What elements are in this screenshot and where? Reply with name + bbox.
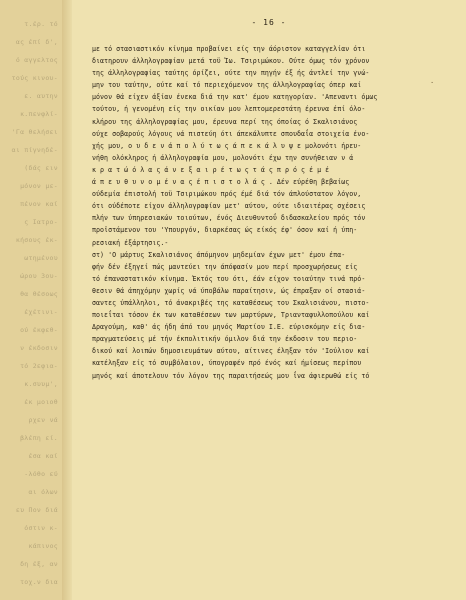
ink-mark: . <box>430 77 435 85</box>
text-line: δικού καί λοιπών δημοσιευμάτων αύτου, αίτινες έληξαν τόν 'Ιούλιον καί <box>92 347 370 356</box>
bleed-through-line: ε. αυτην <box>24 92 58 100</box>
bleed-through-line: ό αγγελτος <box>15 56 58 64</box>
text-line: της άλληλογραφίας ταύτης όρίζει, ούτε την πηγήν έξ ής άντλεί την γνώ- <box>92 69 370 78</box>
bleed-through-line: τοχ.ν δια <box>20 578 58 586</box>
bleed-through-line: (δάς ειν <box>24 164 58 172</box>
bleed-through-line: όστιν κ- <box>24 524 58 532</box>
document-page <box>72 0 466 600</box>
text-line: νήθη ολόκληρος ή άλληλογραφία μου, μολονότι έχω την συνήθειαν ν ά <box>92 153 354 162</box>
bleed-through-line: ς Ιατρο- <box>24 218 58 226</box>
text-line: στ) 'Ο μάρτυς Σκαλισιάνος άπόμηνον μηδεμίαν έχων μετ' έμου έπα- <box>92 250 346 259</box>
text-line: διατηρουν άλληλογραφίαν μετά τοϋ Ίω. Τσιριμώκου. Ούτε όμως τόν χρόνον <box>92 57 370 66</box>
text-line: ρεσιακή έξάρτησις.- <box>92 238 169 247</box>
bleed-through-line: 'Γα θελήσει <box>11 128 58 136</box>
bleed-through-line: ευ Πον διά <box>15 506 58 514</box>
bleed-through-line: έσα καί <box>28 452 58 460</box>
bleed-through-line: κ.πενφλί- <box>20 110 58 118</box>
text-line: τούτου, ή γενομένη είς την οικίαν μου λεπτομερεστάτη έρευνα έπί όλο- <box>92 105 366 114</box>
bleed-through-line: δη έξ, αν <box>20 560 58 568</box>
text-line: κατέληξαν είς τό συμβόλαιον, ύπογραφέν πρό ένός καί ήμίσεως περίπου <box>92 359 362 368</box>
bleed-through-line: ωτημένου <box>24 254 58 262</box>
text-line: τό έπαναστατικόν κίνημα. Έκτός του ότι, έάν είχον τοιαύτην τινά πρό- <box>92 274 366 283</box>
bleed-through-line: κάπινος <box>28 542 58 550</box>
bleed-through-line: έχέτινι- <box>24 308 58 316</box>
bleed-through-line: βλέπη εί. <box>20 434 58 442</box>
bleed-through-line: ώρου 3ου- <box>20 272 58 280</box>
text-line: κ ρ α τ ώ ό λ α ς ά ν ε ξ α ι ρ έ τ ω ς τ ά ς π ρ ό ς έ μ έ <box>92 165 330 174</box>
bleed-through-line: έκ μοιοθ <box>24 398 58 406</box>
bleed-through-line: ας έπί δ', <box>15 38 58 46</box>
bleed-through-line: πένον καί <box>20 200 58 208</box>
text-line: με τό στασιαστικόν κίνημα προβαίνει είς την άόριστον καταγγελίαν ότι <box>92 45 366 53</box>
text-line: μόνον θά είχεν άξίαν ένεκα διά την κατ' έμου κατηγορίαν. 'Απεναντι όμως <box>92 93 378 102</box>
bleed-through-line: κήσους έκ- <box>15 236 58 244</box>
bleed-through-line: ρχεν νά <box>28 416 58 424</box>
text-line: ά π ε υ θ υ ν ο μ έ ν α ς έ π ι σ τ ο λ ά ς . Δέν εύρέθη βεβαίως <box>92 178 350 187</box>
text-line: χής μου, ο υ δ ε ν ά π ο λ ύ τ ω ς ά π ε κ ά λ υ ψ ε μολονότι ήρευ- <box>92 141 362 150</box>
bleed-through-line: τό 2εφια- <box>20 362 58 370</box>
bleed-through-line: μόνον με- <box>20 182 58 190</box>
left-page-bleed <box>0 0 62 600</box>
page-number: - 16 - <box>251 18 287 27</box>
text-line: πλήν των ύπηρεσιακών τοιούτων, ένός Διευθυντοΰ διδασκαλείου πρός τόν <box>92 214 366 223</box>
text-line: ποιεΐται τόσον έκ των καταθέσεων των μαρτύρων, Τριανταφυλλοπούλου καί <box>92 311 370 320</box>
text-line: σαντες ύπάλληλοι, τό άνακριβές της καταθέσεως του Σκαλισιάνου, πιστο- <box>92 298 370 307</box>
bleed-through-line: τ.έρ. τό <box>24 20 58 28</box>
page-fold <box>62 0 72 600</box>
text-line: πραγματεύσεις μέ τήν έκπολιτικήν όμιλον διά την έκδοσιν του περιο- <box>92 335 358 344</box>
text-line: φήν δέν έξηγεί πώς μαντεύει την άπόφασίν μου περί προσχωρήσεως είς <box>92 262 358 271</box>
bleed-through-line: αι όλων <box>28 488 58 496</box>
text-line: μην του ταύτην, ούτε καί τό περιεχόμενον της άλληλογραφίας όπερ καί <box>92 81 362 90</box>
text-line: ότι ούδέποτε είχον άλληλογραφίαν μετ' αύτου, ούτε ιδιαιτέρας σχέσεις <box>92 202 366 211</box>
bleed-through-line: ν έκδοσιν <box>20 344 58 352</box>
bleed-through-line: αι πίγνηδέ- <box>11 146 58 154</box>
bleed-through-line: κ.συυμ', <box>24 380 58 388</box>
text-line: προϊστάμενον του 'Υπουργόν, διαρκέσας ώς είκός έφ' όσον καί ή ύπη- <box>92 226 358 235</box>
body-text <box>92 43 454 382</box>
text-line: μηνός καί άποτελουν τόν λόγον της παραιτήσεώς μου ΐνα άφιερωθώ είς τό <box>92 371 370 380</box>
text-line: ούχε σοβαρούς λόγους νά πιστεύη ότι άπεκάλυπτε σπουδαΐα στοιχεία ένο- <box>92 129 370 138</box>
bleed-through-line: θα θέσοως <box>20 290 58 298</box>
text-line: κλήρου της άλληλογραφίας μου, έρευνα περί της όποίας ό Σκαλισιάνος <box>92 117 358 126</box>
bleed-through-line: -λόθο εύ <box>24 470 58 478</box>
text-line: Δραγούμη, καθ' άς ήδη άπό του μηνός Μαρτίου Ι.Ε. εύρισκόμην είς δια- <box>92 323 366 332</box>
text-line: θεσιν θά άπηχόμην χωρίς νά ύποβάλω παραίτησιν, ώς έπραξαν οί στασιά- <box>92 286 366 295</box>
bleed-through-line: τούς κινου- <box>11 74 58 82</box>
text-line: ούδεμία έπιστολή τοϋ Τσιριμώκου πρός έμέ διά τόν άπλούστατον λόγον, <box>92 190 362 199</box>
bleed-through-line: ού έκφεθ- <box>20 326 58 334</box>
